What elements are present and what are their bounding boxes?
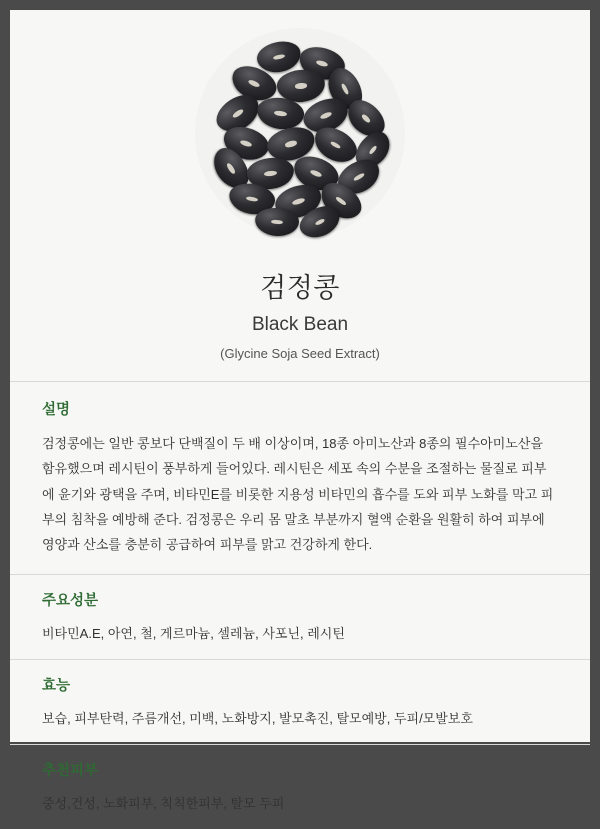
- ingredient-card: [10, 10, 590, 811]
- section-description-heading: 설명: [42, 402, 71, 418]
- section-description-body: 검정콩에는 일반 콩보다 단백질이 두 배 이상이며, 18종 아미노산과 8종의 필수아미노산을 함유했으며 레시틴이 풍부하게 들어있다. 레시틴은 세포 속의 수분을 조절하는 물질로 피부에 윤기와 광택을 주며, 비타민E를 비롯한 지용성 비타민의 흡수를 도와 피부 노화를 막고 피부의 침착을 예방해 준다. 검정콩은 우리 몸 말초 부분까지 혈액 순환을 원활히 하여 피부에 영양과 산소를 충분히 공급하여 피부를 맑고 건강하게 한다.: [42, 436, 554, 553]
- section-recommended-skin: [10, 745, 590, 829]
- section-efficacy-body: 보습, 피부탄력, 주름개선, 미백, 노화방지, 발모촉진, 탈모예방, 두피/모발보호: [42, 710, 473, 726]
- black-bean-photo: [195, 28, 405, 238]
- section-efficacy: [10, 660, 590, 744]
- section-recommended-skin-body: 중성,건성, 노화피부, 칙칙한피부, 탈모 두피: [42, 795, 285, 811]
- section-recommended-skin-heading: 추천피부: [42, 762, 99, 779]
- section-efficacy-heading: 효능: [42, 677, 71, 694]
- scientific-name: (Glycine Soja Seed Extract): [220, 346, 380, 361]
- page-subtitle-english: Black Bean: [251, 314, 349, 335]
- section-main-ingredients: [10, 575, 590, 659]
- section-main-ingredients-heading: 주요성분: [42, 592, 99, 609]
- page-title: 검정콩: [260, 273, 340, 303]
- section-description: [10, 382, 590, 574]
- section-main-ingredients-body: 비타민A.E, 아연, 철, 게르마늄, 셀레늄, 사포닌, 레시틴: [42, 625, 345, 641]
- hero-section: [10, 10, 590, 361]
